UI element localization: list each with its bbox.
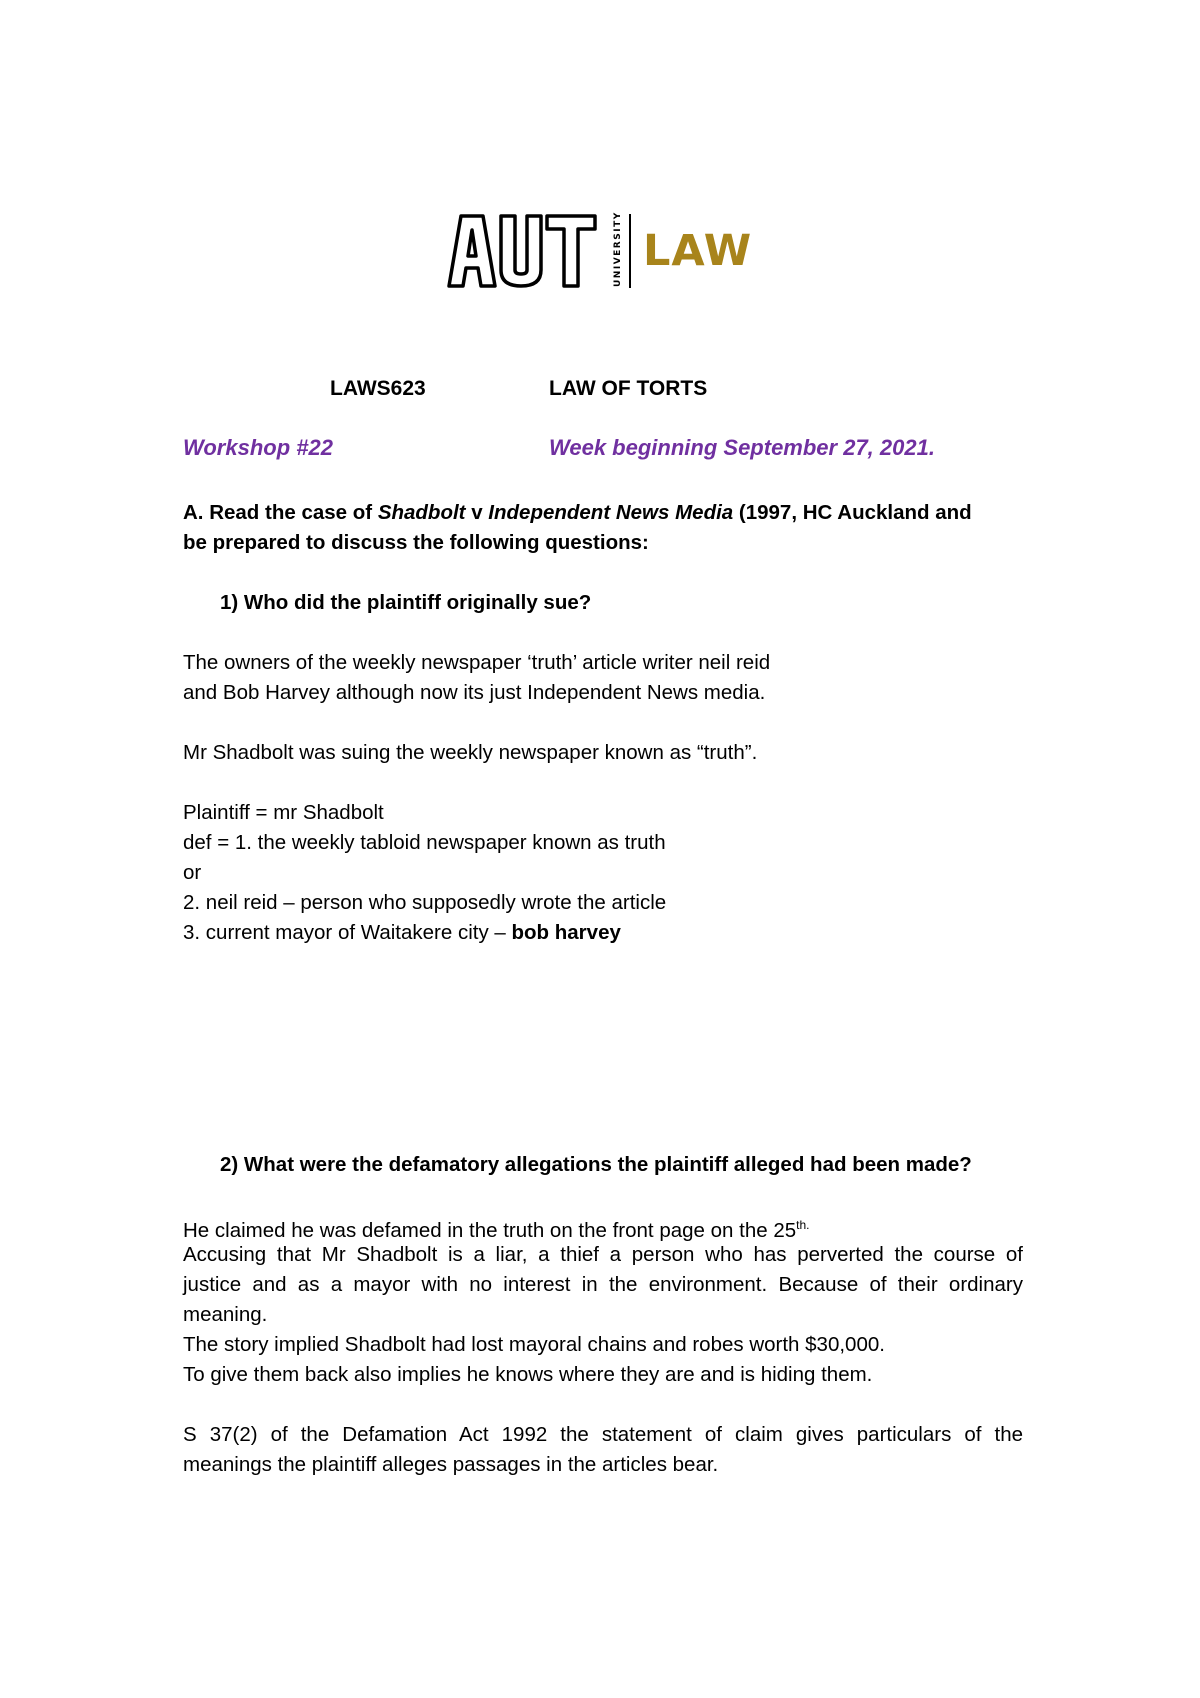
q2-answer-line-6: To give them back also implies he knows where they are and is hiding them. bbox=[183, 1363, 873, 1386]
q1-answer-line: Plaintiff = mr Shadbolt bbox=[183, 801, 384, 824]
q2-answer-line-2: Accusing that Mr Shadbolt is a liar, a thief a person who has perverted the course of bbox=[183, 1243, 1023, 1266]
q1-answer-line: The owners of the weekly newspaper ‘truth’ article writer neil reid bbox=[183, 651, 771, 674]
q1-answer-line: 2. neil reid – person who supposedly wrote the article bbox=[183, 891, 667, 914]
q1-last-bold: bob harvey bbox=[511, 921, 621, 944]
logo-law-text: LAW bbox=[643, 226, 753, 276]
q2-s37-line-2: meanings the plaintiff alleges passages in the articles bear. bbox=[183, 1453, 719, 1476]
workshop-label: Workshop #22 bbox=[183, 435, 333, 460]
q1-answer-line: def = 1. the weekly tabloid newspaper known as truth bbox=[183, 831, 666, 854]
week-label: Week beginning September 27, 2021. bbox=[549, 435, 935, 460]
case-party-b: Independent News Media bbox=[488, 501, 734, 524]
q1-answer-line: and Bob Harvey although now its just Independent News media. bbox=[183, 681, 766, 704]
course-code: LAWS623 bbox=[330, 377, 426, 400]
case-v: v bbox=[465, 501, 489, 524]
logo-university-text: UNIVERSITY bbox=[613, 211, 623, 287]
logo-divider bbox=[629, 214, 631, 288]
course-name: LAW OF TORTS bbox=[549, 377, 708, 400]
intro-prefix: A. Read the case of bbox=[183, 501, 378, 524]
q2-line1-sup: th. bbox=[796, 1218, 810, 1232]
q1-last-prefix: 3. current mayor of Waitakere city – bbox=[183, 921, 512, 944]
q2-s37-line-1: S 37(2) of the Defamation Act 1992 the statement of claim gives particulars of the bbox=[183, 1423, 1023, 1446]
question-2: 2) What were the defamatory allegations the plaintiff alleged had been made? bbox=[220, 1153, 972, 1176]
q1-answer-line: or bbox=[183, 861, 202, 884]
case-party-a: Shadbolt bbox=[377, 501, 466, 524]
q1-answer-line: Mr Shadbolt was suing the weekly newspaper known as “truth”. bbox=[183, 741, 758, 764]
intro-line-1 bbox=[183, 498, 972, 528]
q1-answer-last-line bbox=[183, 918, 621, 948]
q2-answer-line-3: justice and as a mayor with no interest in the environment. Because of their ordinary bbox=[183, 1273, 1023, 1296]
intro-rest: (1997, HC Auckland and bbox=[733, 501, 972, 524]
aut-law-logo bbox=[445, 212, 752, 290]
aut-logo-icon bbox=[445, 212, 605, 290]
q2-answer-line-4: meaning. bbox=[183, 1303, 268, 1326]
intro-line-2: be prepared to discuss the following questions: bbox=[183, 531, 649, 554]
q2-line1-text: He claimed he was defamed in the truth on the front page on the 25 bbox=[183, 1218, 797, 1242]
question-1: 1) Who did the plaintiff originally sue? bbox=[220, 591, 592, 614]
q2-answer-line-5: The story implied Shadbolt had lost mayoral chains and robes worth $30,000. bbox=[183, 1333, 885, 1356]
